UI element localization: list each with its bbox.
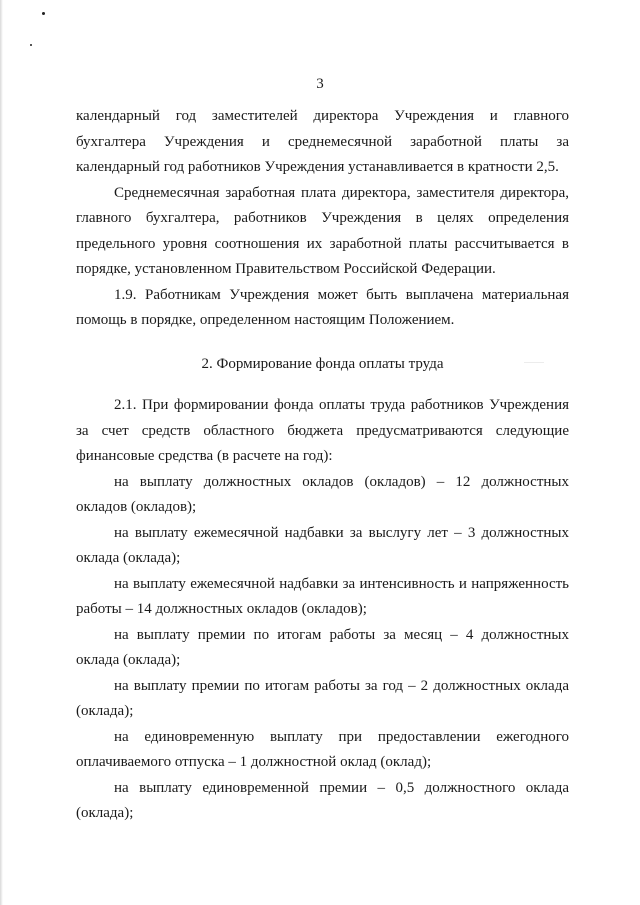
paragraph-2-1: 2.1. При формировании фонда оплаты труда работников Учреждения за счет средств областного бюджета предусматриваются следующие финансовые средства (в расчете на год): <box>76 397 569 464</box>
list-item-salaries: на выплату должностных окладов (окладов) – 12 должностных окладов (окладов); <box>76 473 569 515</box>
scan-speck <box>30 44 32 46</box>
section-title: 2. Формирование фонда оплаты труда <box>201 355 444 372</box>
paragraph-continuation: календарный год заместителей директора Учреждения и главного бухгалтера Учреждения и среднемесячной заработной платы за календарный год работников Учреждения устанавливается в кратности 2,5. <box>76 108 569 175</box>
list-item-one-time-premium: на выплату единовременной премии – 0,5 должностного оклада (оклада); <box>76 779 569 821</box>
scan-speck <box>42 12 45 15</box>
list-item-vacation-payment: на единовременную выплату при предоставлении ежегодного оплачиваемого отпуска – 1 должностной оклад (оклад); <box>76 728 569 770</box>
paragraph-1-9: 1.9. Работникам Учреждения может быть выплачена материальная помощь в порядке, определенном настоящим Положением. <box>76 286 569 328</box>
paragraph-average-salary: Среднемесячная заработная плата директора, заместителя директора, главного бухгалтера, работников Учреждения в целях определения предельного уровня соотношения их заработной платы рассчитывается в порядке, установленном Правительством Российской Федерации. <box>76 184 569 277</box>
scan-edge-shadow <box>0 0 3 905</box>
list-item-seniority-bonus: на выплату ежемесячной надбавки за выслугу лет – 3 должностных оклада (оклада); <box>76 524 569 566</box>
document-body <box>76 104 569 827</box>
list-item-annual-premium: на выплату премии по итогам работы за год – 2 должностных оклада (оклада); <box>76 677 569 719</box>
page-number: 3 <box>316 76 324 92</box>
list-item-intensity-bonus: на выплату ежемесячной надбавки за интенсивность и напряженность работы – 14 должностных окладов (окладов); <box>76 575 569 617</box>
list-item-monthly-premium: на выплату премии по итогам работы за месяц – 4 должностных оклада (оклада); <box>76 626 569 668</box>
